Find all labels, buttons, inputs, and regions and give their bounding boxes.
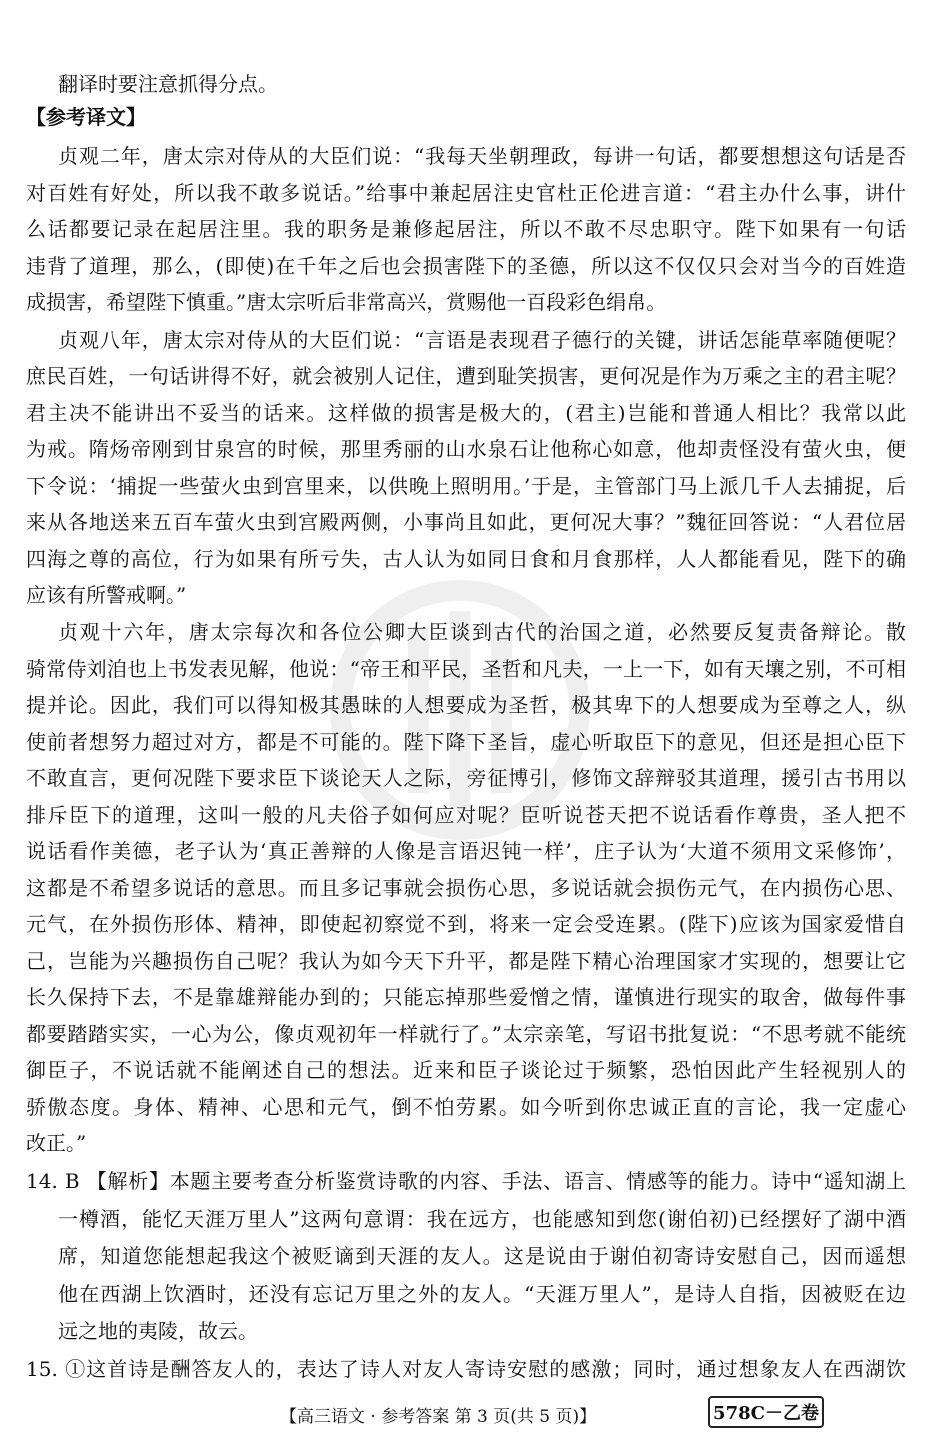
text-line-28: 骄傲态度。身体、精神、心思和元气，倒不怕劳累。如今听到你忠诚正直的言论，我一定虚心 (26, 1095, 906, 1119)
text-line-16: 骑常侍刘洎也上书发表见解，他说：“帝王和平民，圣哲和凡夫，一上一下，如有天壤之别，不可相 (26, 657, 906, 681)
text-line-15: 贞观十六年，唐太宗每次和各位公卿大臣谈到古代的治国之道，必然要反复责备辩论。散 (58, 620, 906, 644)
text-line-20: 排斥臣下的道理，这叫一般的凡夫俗子如何应对呢？臣听说苍天把不说话看作尊贵，圣人把不 (26, 803, 906, 827)
text-line-14: 应该有所警戒啊。” (26, 583, 187, 607)
text-line-4: 么话都要记录在起居注里。我的职务是兼修起居注，所以不敢不尽忠职守。陛下如果有一句话 (26, 217, 906, 241)
text-line-23: 元气，在外损伤形体、精神，即使起初察觉不到，将来一定会受连累。(陛下)应该为国家爱惜自 (26, 912, 906, 936)
text-line-26: 都要踏踏实实，一心为公，像贞观初年一样就行了。”太宗亲笔，写诏书批复说：“不思考就不能统 (26, 1022, 906, 1046)
text-line-25: 长久保持下去，不是靠雄辩能办到的；只能忘掉那些爱憎之情，谨慎进行现实的取舍，做每件事 (26, 985, 906, 1009)
page-footer: 【高三语文 · 参考答案 第 3 页(共 5 页)】 (280, 1407, 597, 1427)
text-line-5: 违背了道理，那么，(即使)在千年之后也会损害陛下的圣德，所以这不仅仅只会对当今的百姓造 (26, 254, 906, 278)
text-line-11: 下令说：‘捕捉一些萤火虫到宫里来，以供晚上照明用。’于是，主管部门马上派几千人去捕捉，后 (26, 474, 906, 498)
text-line-0: 翻译时要注意抓得分点。 (58, 72, 278, 96)
answer-14-line-2: 一樽酒，能忆天涯万里人”这两句意谓：我在远方，也能感知到您(谢伯初)已经摆好了湖中酒 (58, 1207, 906, 1231)
section-heading-translation: 【参考译文】 (26, 105, 146, 129)
text-line-8: 庶民百姓，一句话讲得不好，就会被别人记住，遭到耻笑损害，更何况是作为万乘之主的君主呢？ (26, 364, 906, 388)
text-line-27: 御臣子，不说话就不能阐述自己的想法。近来和臣子谈论过于频繁，恐怕因此产生轻视别人的 (26, 1058, 906, 1082)
text-line-29: 改正。” (26, 1131, 87, 1155)
text-line-10: 为戒。隋炀帝刚到甘泉宫的时候，那里秀丽的山水泉石让他称心如意，他却责怪没有萤火虫，便 (26, 437, 906, 461)
text-line-24: 己，岂能为兴趣损伤自己呢？我认为如今天下升平，都是陛下精心治理国家才实现的，想要让它 (26, 949, 906, 973)
text-line-12: 来从各地送来五百车萤火虫到宫殿两侧，小事尚且如此，更何况大事？”魏征回答说：“人君位居 (26, 510, 906, 534)
answer-15-line-1: 15. ①这首诗是酬答友人的，表达了诗人对友人寄诗安慰的感激；同时，通过想象友人在西湖饮 (26, 1357, 906, 1381)
answer-14-line-4: 他在西湖上饮酒时，还没有忘记万里之外的友人。“天涯万里人”，是诗人自指，因被贬在边 (58, 1282, 906, 1306)
text-line-3: 对百姓有好处，所以我不敢多说话。”给事中兼起居注史官杜正伦进言道：“君主办什么事，讲什 (26, 181, 906, 205)
answer-14-line-5: 远之地的夷陵，故云。 (58, 1319, 258, 1343)
text-line-13: 四海之尊的高位，行为如果有所亏失，古人认为如同日食和月食那样，人人都能看见，陛下的确 (26, 547, 906, 571)
text-line-17: 提并论。因此，我们可以得知极其愚昧的人想要成为圣哲，极其卑下的人想要成为至尊之人，纵 (26, 693, 906, 717)
answer-14-line-1: 14. B 【解析】本题主要考查分析鉴赏诗歌的内容、手法、语言、情感等的能力。诗中“遥知湖上 (26, 1169, 906, 1193)
answer-14-line-3: 席，知道您能想起我这个被贬谪到天涯的友人。这是说由于谢伯初寄诗安慰自己，因而遥想 (58, 1244, 906, 1268)
text-line-18: 使前者想努力超过对方，都是不可能的。陛下降下圣旨，虚心听取臣下的意见，但还是担心臣下 (26, 730, 906, 754)
text-line-9: 君主决不能讲出不妥当的话来。这样做的损害是极大的，(君主)岂能和普通人相比？我常以此 (26, 401, 906, 425)
text-line-19: 不敢直言，更何况陛下要求臣下谈论天人之际，旁征博引，修饰文辞辩驳其道理，援引古书用以 (26, 766, 906, 790)
text-line-21: 说话看作美德，老子认为‘真正善辩的人像是言语迟钝一样’，庄子认为‘大道不须用文采修饰’， (26, 839, 906, 863)
text-line-2: 贞观二年，唐太宗对侍从的大臣们说：“我每天坐朝理政，每讲一句话，都要想想这句话是否 (58, 144, 906, 168)
exam-code-badge: 578C－乙卷 (708, 1396, 824, 1428)
text-line-7: 贞观八年，唐太宗对侍从的大臣们说：“言语是表现君子德行的关键，讲话怎能草率随便呢？ (58, 328, 906, 352)
text-line-6: 成损害，希望陛下慎重。”唐太宗听后非常高兴，赏赐他一百段彩色绢帛。 (26, 290, 667, 314)
text-line-22: 这都是不希望多说话的意思。而且多记事就会损伤心思，多说话就会损伤元气，在内损伤心思、 (26, 876, 906, 900)
